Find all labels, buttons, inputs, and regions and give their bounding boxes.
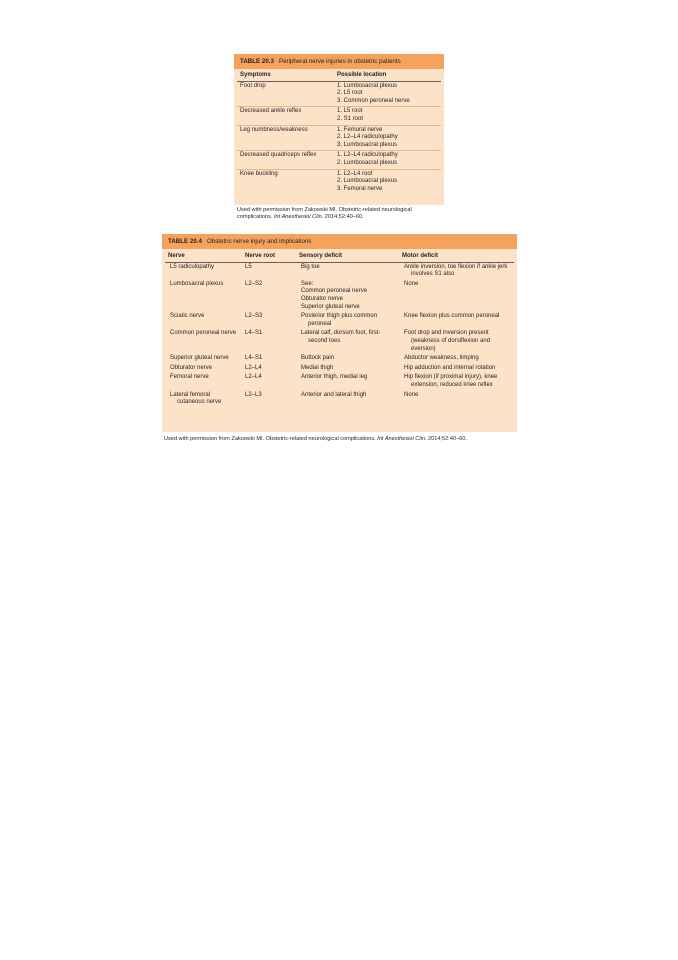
location-item: 3. Femoral nerve [337, 185, 383, 192]
nerve-name: Lumbosacral plexus [170, 280, 224, 287]
root-cell: L4–S1 [245, 330, 263, 337]
motor-text: Foot drop and inversion present (weakness of dorsiflexion and eversion) [404, 330, 491, 352]
location-cell [334, 125, 441, 151]
table2-caption-ref: 2014;52:40–60. [426, 436, 467, 442]
nerve-cell [165, 373, 242, 390]
nerve-name: Superior gluteal nerve [170, 355, 229, 362]
table1-col-location: Possible location [334, 71, 441, 81]
nerve-cell [165, 262, 242, 280]
table2 [165, 252, 514, 408]
table-row [165, 329, 514, 354]
symptom-cell: Decreased ankle reflex [237, 107, 334, 125]
sensory-item: Lateral calf, dorsum foot, first-second toes [301, 330, 381, 344]
root-cell: L4–S1 [245, 355, 263, 362]
table-row [237, 107, 441, 125]
table2-body [162, 249, 517, 432]
table-row [165, 364, 514, 374]
sensory-cell [296, 280, 399, 312]
root-cell: L2–L4 [245, 374, 262, 381]
location-item: 1. L2–L4 root [337, 170, 373, 177]
nerve-name: L5 radiculopathy [170, 263, 215, 270]
sensory-cell [296, 329, 399, 354]
table1-caption-journal: Int Anesthesiol Clin. [274, 214, 324, 220]
nerve-name: Common peroneal nerve [170, 330, 237, 337]
nerve-name: Femoral nerve [170, 374, 209, 381]
table2-col-sensory: Sensory deficit [296, 252, 399, 262]
location-item: 2. L5 root [337, 90, 363, 97]
table1-body [234, 69, 444, 205]
location-item: 2. S1 root [337, 115, 364, 122]
root-cell: L2–L4 [245, 364, 262, 371]
motor-cell [399, 354, 514, 364]
motor-cell [399, 329, 514, 354]
location-item: 1. L5 root [337, 108, 363, 115]
nerve-cell [165, 329, 242, 354]
symptom-cell: Knee buckling [237, 169, 334, 194]
nerve-cell [165, 364, 242, 374]
sensory-item: Superior gluteal nerve [301, 303, 360, 310]
location-item: 2. L2–L4 radiculopathy [337, 134, 398, 141]
motor-cell [399, 312, 514, 329]
nerve-cell [165, 354, 242, 364]
motor-text: None [404, 280, 419, 287]
symptom-cell: Leg numbness/weakness [237, 125, 334, 151]
motor-text: Knee flexion plus common peroneal [404, 313, 500, 320]
symptom-cell: Foot drop [240, 82, 266, 89]
sensory-cell [296, 364, 399, 374]
motor-cell [399, 280, 514, 312]
motor-text: Hip flexion (if proximal injury), knee extension, reduced knee reflex [404, 374, 498, 388]
root-cell: L2–S2 [245, 280, 263, 287]
table-row [165, 354, 514, 364]
table2-col-nerve: Nerve [165, 252, 242, 262]
location-cell [334, 107, 441, 125]
table1-header [234, 54, 444, 69]
table-row [237, 125, 441, 151]
table1-caption-text: Used with permission from Zakowski MI. Obstetric-related neurological complications. [237, 207, 412, 220]
sensory-cell [296, 262, 399, 280]
motor-text: Hip adduction and internal rotation [404, 364, 496, 371]
table-row [165, 312, 514, 329]
sensory-item: Big toe [301, 263, 320, 270]
motor-cell [399, 391, 514, 408]
sensory-item: Common peroneal nerve [301, 288, 368, 295]
location-item: 2. Lumbosacral plexus [337, 159, 398, 166]
root-cell: L5 [245, 263, 252, 270]
location-cell [334, 151, 441, 169]
table1 [237, 71, 441, 194]
symptom-cell: Decreased quadriceps reflex [237, 151, 334, 169]
table-row [165, 262, 514, 280]
table2-caption-text: Used with permission from Zakowski MI. Obstetric-related neurological complications. [164, 436, 378, 442]
table2-col-root: Nerve root [242, 252, 296, 262]
sensory-item: Posterior thigh plus common peroneal [301, 313, 378, 327]
nerve-cell [165, 312, 242, 329]
sensory-item: Buttock pain [301, 355, 335, 362]
motor-text: Ankle inversion, toe flexion if ankle jerk involves S1 also [404, 263, 508, 278]
sensory-item: Anterior thigh, medial leg [301, 374, 368, 381]
location-item: 3. Common peroneal nerve [337, 97, 410, 104]
sensory-item: See: [301, 280, 314, 287]
sensory-item: Anterior and lateral thigh [301, 391, 367, 398]
table1-number: TABLE 20.3 [240, 58, 274, 65]
table-row [165, 280, 514, 312]
table2-caption-journal: Int Anesthesiol Clin. [377, 436, 427, 442]
motor-text: Abductor weakness, limping [404, 355, 479, 362]
location-item: 1. Lumbosacral plexus [337, 82, 398, 89]
root-cell: L2–S3 [245, 313, 263, 320]
table1-col-symptoms: Symptoms [237, 71, 334, 81]
table-row [237, 81, 441, 107]
table2-col-motor: Motor deficit [399, 252, 514, 262]
table2-number: TABLE 20.4 [168, 238, 202, 245]
table-row [165, 373, 514, 390]
table2-caption [164, 436, 524, 443]
motor-cell [399, 262, 514, 280]
nerve-cell [165, 280, 242, 312]
sensory-cell [296, 312, 399, 329]
table-row [237, 169, 441, 194]
sensory-cell [296, 391, 399, 408]
table1-title: Peripheral nerve injuries in obstetric patients [278, 58, 401, 65]
motor-text: None [404, 391, 419, 398]
table-row [165, 391, 514, 408]
sensory-item: Medial thigh [301, 364, 334, 371]
motor-cell [399, 373, 514, 390]
sensory-cell [296, 373, 399, 390]
location-item: 3. Lumbosacral plexus [337, 141, 398, 148]
location-item: 1. Femoral nerve [337, 126, 383, 133]
sensory-item: Obturator nerve [301, 295, 344, 302]
table2-header [162, 234, 517, 249]
motor-cell [399, 364, 514, 374]
table-row [237, 151, 441, 169]
root-cell: L2–L3 [245, 391, 262, 398]
table1-caption [237, 207, 442, 221]
location-item: 2. Lumbosacral plexus [337, 178, 398, 185]
table2-title: Obstetric nerve injury and implications [206, 238, 312, 245]
nerve-name: Lateral femoral cutaneous nerve [170, 391, 222, 406]
nerve-name: Sciatic nerve [170, 313, 205, 320]
location-cell [334, 81, 441, 107]
nerve-cell [165, 391, 242, 408]
sensory-cell [296, 354, 399, 364]
location-item: 1. L2–L4 radiculopathy [337, 152, 398, 159]
nerve-name: Obturator nerve [170, 364, 213, 371]
location-cell [334, 169, 441, 194]
table1-caption-ref: 2014;52:40–60. [323, 214, 364, 220]
